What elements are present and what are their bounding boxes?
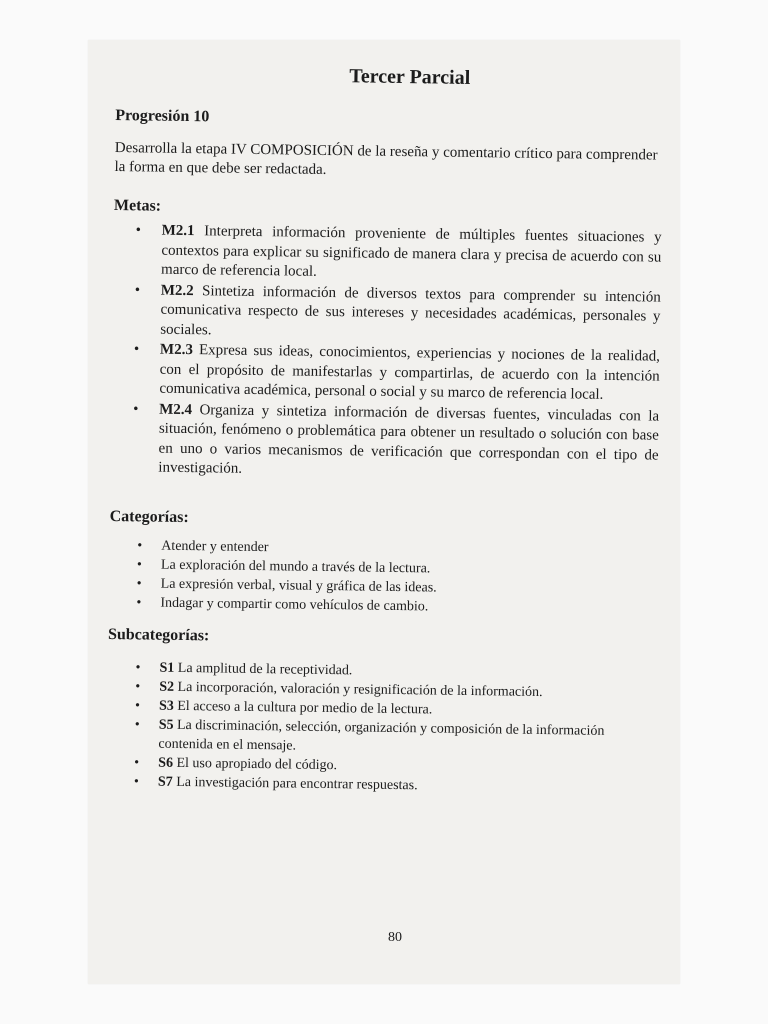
- meta-item: [113, 221, 662, 287]
- bullet-icon: •: [134, 716, 140, 732]
- meta-text: Expresa sus ideas, conocimientos, experiencias y nociones de la realidad, con el propósito de manifestarlas y compartirlas, de acuerdo con la intención comunicativa académica, personal o social y su marco de referencia local.: [159, 342, 661, 403]
- meta-code: M2.3: [159, 341, 194, 359]
- intro-paragraph: Desarrolla la etapa IV COMPOSICIÓN de la reseña y comentario crítico para comprender la forma en que debe ser redactada.: [114, 139, 658, 178]
- meta-text: Organiza y sintetiza información de diversas fuentes, vinculadas con la situación, fenómeno o problemática para obtener un resultado o solución con base en uno o varios mecanismos de verificación que correspondan con el tipo de investigación.: [158, 401, 660, 477]
- meta-code: M2.1: [161, 222, 195, 240]
- bullet-icon: •: [135, 678, 141, 694]
- subcategoria-code: S7: [157, 774, 173, 790]
- subcategoria-code: S1: [159, 660, 175, 676]
- meta-code: M2.2: [160, 282, 194, 299]
- bullet-icon: •: [133, 341, 140, 358]
- categoria-text: Indagar y compartir como vehículos de cambio.: [160, 595, 429, 614]
- meta-text: Interpreta información proveniente de múltiples fuentes situaciones y contextos para explicar su significado de manera clara y precisa de acuerdo con su marco de referencia local.: [160, 223, 662, 280]
- subcategoria-text: La amplitud de la receptividad.: [174, 660, 353, 678]
- subcategoria-code: S5: [158, 717, 174, 733]
- metas-list: [110, 221, 662, 485]
- subcategoria-text: El uso apropiado del código.: [172, 755, 338, 773]
- page-content: [106, 62, 664, 798]
- subcategoria-code: S3: [158, 698, 174, 714]
- bullet-icon: •: [134, 754, 140, 770]
- bullet-icon: •: [134, 697, 141, 713]
- bullet-icon: •: [134, 281, 141, 298]
- subcategorias-heading: Subcategorías:: [107, 625, 210, 644]
- categoria-text: La exploración del mundo a través de la lectura.: [160, 557, 431, 576]
- bullet-icon: •: [136, 594, 142, 610]
- metas-heading: Metas:: [113, 196, 162, 215]
- subcategoria-text: La investigación para encontrar respuestas.: [172, 774, 418, 793]
- meta-code: M2.4: [159, 401, 193, 418]
- subcategoria-text: La discriminación, selección, organización y composición de la información contenida en el mensaje.: [158, 717, 605, 754]
- subcategoria-code: S2: [159, 679, 175, 695]
- categorias-list: [108, 535, 657, 619]
- document-page: [88, 40, 680, 984]
- subcategoria-text: El acceso a la cultura por medio de la lectura.: [173, 698, 433, 717]
- bullet-icon: •: [133, 400, 139, 417]
- meta-item: [112, 280, 661, 346]
- bullet-icon: •: [135, 222, 142, 239]
- bullet-icon: •: [137, 537, 143, 553]
- page-number: 80: [388, 930, 402, 945]
- bullet-icon: •: [136, 556, 142, 572]
- subcategorias-list: [106, 657, 656, 798]
- meta-item: [110, 399, 659, 485]
- bullet-icon: •: [135, 659, 141, 675]
- categorias-heading: Categorías:: [109, 507, 189, 526]
- progresion-heading: Progresión 10: [115, 106, 210, 126]
- subcategoria-code: S6: [158, 755, 174, 771]
- meta-item: [111, 340, 660, 406]
- subcategoria-text: La incorporación, valoración y resignificación de la información.: [173, 679, 543, 700]
- bullet-icon: •: [133, 773, 139, 789]
- categoria-text: Atender y entender: [161, 538, 269, 555]
- meta-text: Sintetiza información de diversos textos para comprender su intención comunicativa respecto de sus intereses y necesidades académicas, personales y sociales.: [160, 282, 661, 338]
- categoria-text: La expresión verbal, visual y gráfica de las ideas.: [160, 576, 437, 596]
- page-title: Tercer Parcial: [349, 65, 471, 89]
- bullet-icon: •: [136, 575, 142, 591]
